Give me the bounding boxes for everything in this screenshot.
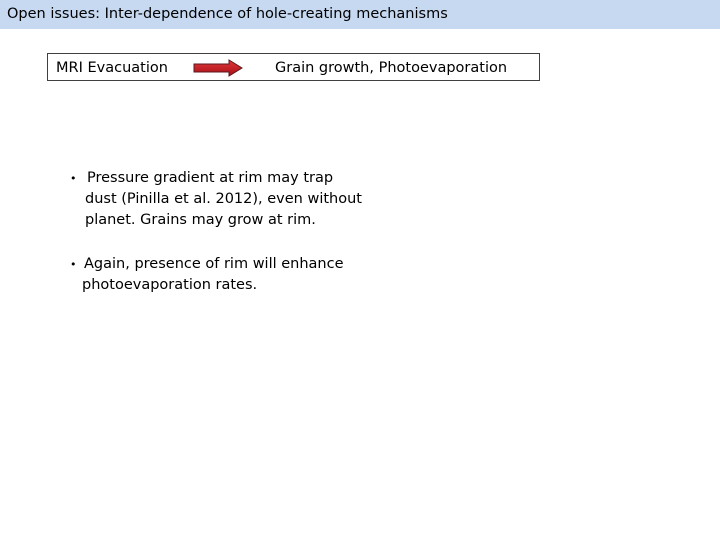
- bullet-line: Pressure gradient at rim may trap: [87, 170, 334, 186]
- slide-title: Open issues: Inter-dependence of hole-creating mechanisms: [7, 6, 448, 22]
- bullet-marker: •: [70, 172, 77, 185]
- mechanism-flow-box: [47, 53, 540, 81]
- bullet-line: dust (Pinilla et al. 2012), even without: [85, 191, 362, 207]
- bullet-line: Again, presence of rim will enhance: [84, 256, 344, 272]
- right-arrow-icon: [193, 59, 243, 77]
- bullet-text: [82, 254, 342, 296]
- bullet-line: photoevaporation rates.: [82, 277, 258, 293]
- bullet-line: planet. Grains may grow at rim.: [85, 212, 316, 228]
- bullet-text: [85, 168, 362, 231]
- flow-target-label: Grain growth, Photoevaporation: [275, 60, 508, 76]
- bullet-marker: •: [70, 258, 77, 271]
- flow-source-label: MRI Evacuation: [56, 60, 168, 76]
- title-bar: [0, 0, 720, 29]
- bullet-item: [70, 168, 362, 231]
- bullet-item: [70, 254, 344, 296]
